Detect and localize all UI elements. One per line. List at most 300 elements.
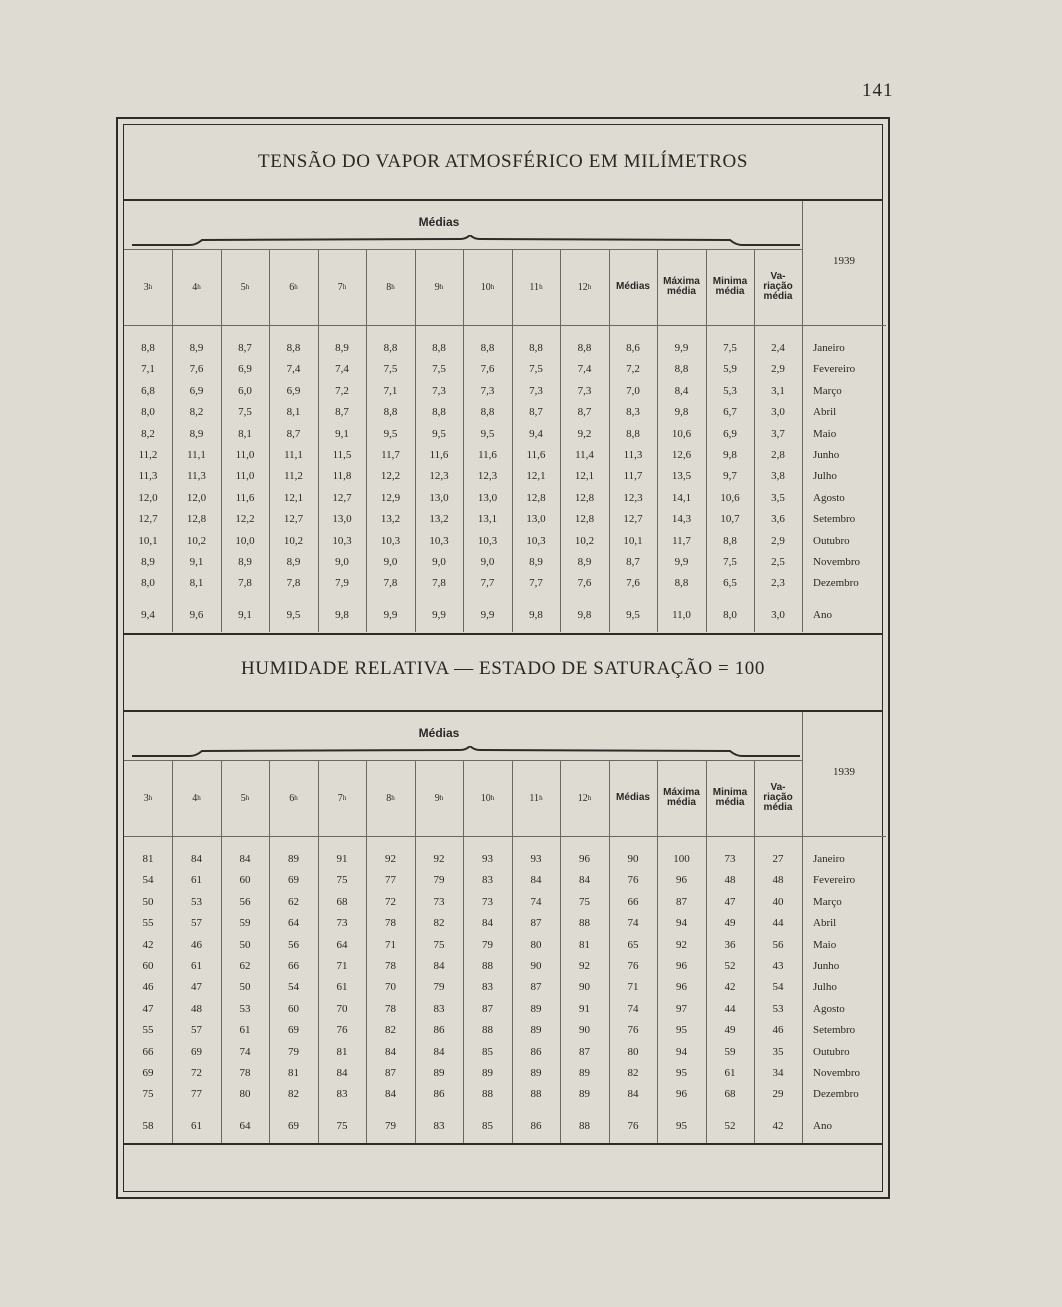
humidade-table-cell: 88 [482,1024,493,1037]
humidade-annual-row [124,1117,882,1135]
tensao-table-cell: 8,8 [286,342,301,354]
humidade-month-label: Dezembro [813,1088,859,1101]
tensao-hour-number: 10 [480,281,491,293]
tensao-table-cell: 10,6 [671,427,692,440]
humidade-maxima-header-line: Máxima [663,787,700,798]
tensao-table-cell: 2,3 [771,577,785,590]
humidade-table-cell: 81 [336,1045,348,1058]
tensao-table-cell: 12,3 [477,470,498,483]
tensao-hour-number: 6 [289,281,295,293]
tensao-table-cell: 9,4 [141,608,155,621]
humidade-table-cell: 81 [579,938,590,951]
humidade-table-cell: 69 [142,1067,154,1079]
tensao-table-cell: 8,7 [529,406,543,419]
humidade-table-cell: 89 [482,1067,493,1079]
tensao-table-cell: 8,0 [141,406,155,419]
humidade-table-cell: 75 [433,938,445,951]
tensao-table-cell: 10,3 [429,534,449,547]
tensao-table-cell: 7,6 [480,363,495,376]
humidade-table [124,712,882,1143]
humidade-table-cell: 55 [142,1024,154,1037]
humidade-table-cell: 89 [530,1024,542,1037]
humidade-table-cell: 90 [530,960,542,972]
humidade-table-cell: 90 [627,853,639,865]
tensao-hour-suffix: h [490,283,495,291]
tensao-table-cell: 3,1 [771,384,785,397]
humidade-table-cell: 87 [482,1002,493,1015]
humidade-table-cell: 65 [627,938,639,951]
tensao-table-cell: 12,2 [235,513,255,526]
tensao-table-row [124,553,882,571]
humidade-table-cell: 87 [530,917,542,930]
tensao-table-cell: 12,9 [380,491,401,504]
humidade-table-cell: 56 [772,938,784,951]
humidade-table-row [124,1000,882,1018]
tensao-table-cell: 2,8 [771,449,785,461]
humidade-medias-heading: Médias [418,726,460,740]
humidade-table-cell: 56 [288,938,299,951]
tensao-table-cell: 7,7 [480,577,495,590]
humidade-month-label: Fevereiro [813,874,856,887]
humidade-hour-suffix: h [490,794,495,802]
tensao-table-cell: 6,9 [723,427,737,440]
humidade-table-cell: 84 [627,1088,639,1101]
tensao-table-cell: 9,2 [577,427,592,440]
tensao-table-cell: 8,9 [529,556,543,568]
tensao-table-cell: 8,7 [286,427,301,440]
tensao-table-cell: 7,5 [432,363,446,376]
tensao-table-cell: 12,8 [574,513,595,526]
tensao-table-row [124,403,882,421]
humidade-table-cell: 76 [627,1119,639,1132]
humidade-table-cell: 60 [142,960,154,972]
tensao-table-cell: 9,8 [577,608,592,621]
tensao-table-cell: 12,3 [429,470,449,483]
humidade-variacao-header [754,760,802,836]
tensao-table-cell: 5,9 [723,363,737,376]
tensao-table-cell: 7,0 [626,384,640,397]
humidade-table-cell: 87 [676,895,687,908]
tensao-table-cell: 12,7 [623,513,643,526]
tensao-table-cell: 11,6 [526,449,546,461]
tensao-table-cell: 8,7 [335,406,349,419]
tensao-table-cell: 8,8 [674,577,689,590]
tensao-annual-row [124,606,882,624]
humidade-hour-suffix: h [391,794,395,802]
humidade-table-cell: 44 [724,1002,736,1015]
humidade-table-cell: 76 [627,960,639,972]
humidade-table-row [124,1043,882,1061]
tensao-table-cell: 13,0 [332,513,352,526]
tensao-hour-number: 7 [337,281,343,293]
humidade-table-cell: 76 [336,1024,348,1037]
tensao-table-cell: 13,5 [671,470,692,483]
tensao-table-cell: 10,3 [526,534,546,547]
humidade-table-cell: 53 [191,895,202,908]
humidade-hour-suffix: h [342,794,347,802]
tensao-hour-suffix: h [245,283,250,291]
tensao-hour-suffix: h [391,283,395,291]
humidade-table-cell: 50 [239,938,251,951]
humidade-table-cell: 59 [724,1045,736,1058]
humidade-hour-number: 8 [386,792,392,804]
tensao-table-cell: 8,7 [626,556,640,568]
humidade-hour-suffix: h [539,794,543,802]
tensao-table-cell: 8,8 [383,342,398,354]
humidade-table-cell: 54 [772,981,784,994]
humidade-table-cell: 89 [288,853,299,865]
humidade-hour-suffix: h [245,794,250,802]
humidade-table-cell: 69 [191,1045,202,1058]
tensao-table-cell: 14,3 [671,513,692,526]
humidade-hour-suffix: h [294,794,298,802]
tensao-table-cell: 8,1 [238,427,252,440]
tensao-table-row [124,425,882,443]
tensao-table-cell: 9,5 [626,608,640,621]
tensao-table-cell: 9,8 [529,608,543,621]
humidade-table-cell: 52 [724,960,736,972]
tensao-hour-header [318,249,366,325]
humidade-table-cell: 71 [385,938,396,951]
humidade-table-cell: 86 [530,1119,542,1132]
tensao-table-cell: 11,3 [187,470,206,483]
table-frame [116,117,890,1199]
tensao-table-cell: 8,9 [286,556,301,568]
humidade-table-cell: 96 [676,960,687,972]
humidade-hour-suffix: h [587,794,592,802]
humidade-table-cell: 82 [433,917,445,930]
tensao-hour-header [366,249,415,325]
tensao-table-cell: 7,8 [238,577,252,590]
humidade-table-cell: 43 [772,960,784,972]
humidade-table-cell: 78 [239,1067,251,1079]
humidade-table-cell: 47 [724,895,736,908]
humidade-hour-header [124,760,172,836]
humidade-month-label: Junho [813,960,840,972]
humidade-table-cell: 74 [530,895,542,908]
humidade-table-cell: 61 [336,981,348,994]
humidade-table-cell: 64 [336,938,348,951]
humidade-table-cell: 74 [239,1045,251,1058]
tensao-hour-header [560,249,609,325]
tensao-table-cell: 10,3 [477,534,498,547]
humidade-table-cell: 49 [724,917,736,930]
tensao-table-cell: 3,5 [771,491,785,504]
humidade-table-cell: 53 [239,1002,251,1015]
humidade-table-cell: 90 [579,1024,590,1037]
humidade-table-cell: 61 [191,960,202,972]
humidade-table-cell: 42 [772,1119,784,1132]
tensao-table-cell: 3,7 [771,427,785,440]
humidade-table-cell: 60 [239,874,251,887]
humidade-table-cell: 92 [676,938,687,951]
tensao-table-cell: 8,1 [189,577,204,590]
humidade-table-cell: 80 [530,938,542,951]
tensao-hour-header [124,249,172,325]
humidade-top-rule [124,633,882,635]
tensao-table-row [124,382,882,400]
humidade-table-cell: 88 [482,960,493,972]
tensao-table-cell: 7,8 [383,577,398,590]
tensao-table-cell: 12,1 [526,470,546,483]
humidade-table-cell: 74 [627,1002,639,1015]
humidade-table-cell: 53 [772,1002,784,1015]
tensao-table-cell: 10,2 [283,534,304,547]
tensao-table-cell: 10,2 [186,534,207,547]
tensao-table-cell: 11,1 [187,449,206,461]
humidade-table-cell: 100 [673,853,690,865]
humidade-variacao-header-line: riação [763,792,793,803]
humidade-table-cell: 85 [482,1045,493,1058]
humidade-table-cell: 84 [433,1045,445,1058]
tensao-table-row [124,467,882,485]
humidade-table-cell: 73 [433,895,445,908]
tensao-maxima-header [657,249,706,325]
tensao-table-cell: 8,9 [335,342,349,354]
tensao-table-cell: 11,7 [672,534,691,547]
tensao-table-cell: 7,8 [432,577,446,590]
tensao-table-cell: 13,0 [526,513,546,526]
humidade-table-cell: 48 [772,874,784,887]
humidade-table-cell: 82 [288,1088,299,1101]
tensao-table-cell: 7,5 [383,363,398,376]
tensao-table-cell: 12,8 [526,491,546,504]
humidade-table-cell: 46 [772,1024,784,1037]
tensao-table-cell: 8,8 [529,342,543,354]
tensao-table-cell: 9,4 [529,427,543,440]
humidade-table-cell: 69 [288,1024,299,1037]
tensao-hour-number: 3 [143,281,149,293]
humidade-table-cell: 96 [676,874,687,887]
tensao-table-cell: 7,2 [335,384,349,397]
tensao-table-cell: 7,6 [577,577,592,590]
tensao-table-cell: 9,5 [480,427,495,440]
tensao-month-label: Março [813,384,842,397]
humidade-table-cell: 48 [191,1002,202,1015]
tensao-table-cell: 12,6 [671,449,692,461]
humidade-table-cell: 95 [676,1067,687,1079]
humidade-month-label: Agosto [813,1002,845,1015]
tensao-table-cell: 11,5 [332,449,352,461]
humidade-hour-suffix: h [148,794,153,802]
tensao-variacao-header-line: média [763,291,793,302]
tensao-table-cell: 7,3 [529,384,543,397]
tensao-hour-header [415,249,463,325]
tensao-table-row [124,489,882,507]
tensao-month-label: Junho [813,449,840,461]
humidade-table-cell: 70 [385,981,396,994]
tensao-table-cell: 7,4 [335,363,349,376]
humidade-table-cell: 95 [676,1119,687,1132]
humidade-table-cell: 46 [191,938,202,951]
humidade-table-cell: 66 [142,1045,154,1058]
tensao-table-cell: 2,9 [771,363,785,376]
humidade-table-cell: 84 [530,874,542,887]
humidade-month-label: Outubro [813,1045,850,1058]
page-number: 141 [862,80,894,101]
tensao-month-label: Maio [813,427,837,440]
humidade-table-cell: 85 [482,1119,493,1132]
tensao-table-cell: 11,3 [623,449,643,461]
tensao-table-cell: 9,0 [335,556,349,568]
humidade-table-cell: 61 [724,1067,736,1079]
tensao-table-cell: 10,7 [720,513,740,526]
tensao-table-cell: 8,3 [626,406,640,419]
humidade-hour-number: 6 [289,792,295,804]
tensao-table-cell: 7,3 [480,384,495,397]
tensao-table-cell: 7,5 [723,342,737,354]
humidade-hour-header [318,760,366,836]
tensao-table-cell: 13,0 [477,491,498,504]
tensao-table-cell: 12,1 [574,470,595,483]
tensao-table-row [124,446,882,464]
humidade-table-cell: 93 [482,853,493,865]
tensao-table-cell: 9,1 [335,427,349,440]
humidade-table-row [124,893,882,911]
tensao-table-cell: 6,9 [238,363,252,376]
tensao-table-cell: 8,2 [141,427,155,440]
humidade-hour-header [512,760,560,836]
tensao-table-cell: 12,3 [623,491,643,504]
humidade-hour-number: 5 [240,792,246,804]
tensao-table-cell: 8,9 [189,427,204,440]
tensao-month-label: Setembro [813,513,856,526]
tensao-table-cell: 7,5 [238,406,252,419]
tensao-table-cell: 9,8 [723,449,737,461]
humidade-maxima-header [657,760,706,836]
humidade-table-cell: 96 [579,853,590,865]
humidade-table-cell: 79 [433,981,445,994]
humidade-month-label: Março [813,895,842,908]
tensao-table-cell: 2,5 [771,556,785,568]
tensao-table-cell: 8,0 [141,577,155,590]
tensao-minima-header-line: média [715,286,745,297]
tensao-table-cell: 11,1 [284,449,303,461]
tensao-table-cell: 6,7 [723,406,737,419]
tensao-table-cell: 9,8 [674,406,689,419]
tensao-table-cell: 7,8 [286,577,301,590]
humidade-table-cell: 36 [724,938,736,951]
tensao-table-cell: 14,1 [671,491,692,504]
humidade-table-row [124,1021,882,1039]
humidade-month-label: Maio [813,938,837,951]
tensao-month-label: Julho [813,470,837,483]
humidade-table-cell: 84 [239,853,251,865]
humidade-table-cell: 46 [142,981,154,994]
tensao-table-cell: 10,2 [574,534,595,547]
humidade-table-cell: 92 [579,960,590,972]
tensao-table-cell: 12,7 [332,491,352,504]
humidade-table-cell: 84 [579,874,590,887]
humidade-table-cell: 61 [239,1024,251,1037]
humidade-table-cell: 81 [142,853,154,865]
humidade-table-cell: 73 [724,853,736,865]
tensao-month-label: Ano [813,608,832,621]
tensao-table-cell: 9,5 [383,427,398,440]
humidade-table-cell: 75 [579,895,590,908]
tensao-hour-header [221,249,269,325]
humidade-table-cell: 74 [627,917,639,930]
tensao-table-cell: 12,2 [380,470,401,483]
humidade-table-row [124,936,882,954]
tensao-month-label: Agosto [813,491,845,504]
tensao-table-cell: 7,2 [626,363,640,376]
humidade-table-row [124,914,882,932]
tensao-table-cell: 8,8 [626,427,640,440]
humidade-table-cell: 78 [385,1002,396,1015]
bottom-rule [124,1143,882,1145]
tensao-table-cell: 7,3 [432,384,446,397]
tensao-table-cell: 11,6 [478,449,497,461]
humidade-table-cell: 75 [336,1119,348,1132]
humidade-table-cell: 80 [627,1045,639,1058]
humidade-table-cell: 79 [288,1045,299,1058]
humidade-table-cell: 86 [433,1024,445,1037]
humidade-hour-number: 9 [434,792,440,804]
tensao-table-cell: 8,8 [432,342,446,354]
humidade-table-cell: 55 [142,917,154,930]
tensao-table-cell: 11,8 [332,470,352,483]
humidade-table-cell: 88 [482,1088,493,1101]
tensao-table-cell: 8,8 [432,406,446,419]
tensao-variacao-header [754,249,802,325]
tensao-table-cell: 13,2 [380,513,401,526]
tensao-hour-suffix: h [539,283,543,291]
humidade-table-cell: 94 [676,1045,687,1058]
humidade-table-cell: 79 [385,1119,396,1132]
tensao-table-cell: 7,7 [529,577,543,590]
humidade-table-cell: 87 [579,1045,590,1058]
tensao-table-cell: 11,2 [284,470,303,483]
tensao-table-row [124,339,882,357]
tensao-table-cell: 9,7 [723,470,737,483]
tensao-month-label: Fevereiro [813,363,856,376]
tensao-table-cell: 11,6 [235,491,255,504]
humidade-table-cell: 44 [772,917,784,930]
humidade-hour-header [221,760,269,836]
tensao-medias-header-line: Médias [616,281,650,292]
tensao-table-cell: 8,8 [480,342,495,354]
humidade-month-label: Novembro [813,1067,861,1079]
humidade-table-cell: 89 [579,1088,590,1101]
tensao-table-cell: 3,0 [771,406,785,419]
humidade-table-cell: 84 [191,853,202,865]
humidade-table-cell: 54 [142,874,154,887]
humidade-hour-number: 4 [192,792,198,804]
humidade-table-cell: 94 [676,917,687,930]
tensao-table-cell: 9,0 [432,556,446,568]
humidade-table-cell: 34 [772,1067,784,1079]
tensao-hour-header [512,249,560,325]
tensao-table-cell: 7,4 [286,363,301,376]
tensao-table-cell: 8,8 [383,406,398,419]
humidade-table-cell: 80 [239,1088,251,1101]
humidade-table-cell: 49 [724,1024,736,1037]
humidade-table-cell: 96 [676,981,687,994]
humidade-table-cell: 29 [772,1088,784,1101]
humidade-table-cell: 68 [336,895,348,908]
humidade-table-cell: 78 [385,917,396,930]
humidade-table-cell: 89 [530,1002,542,1015]
tensao-variacao-header-line: Va- [770,271,786,282]
tensao-table-cell: 9,0 [480,556,495,568]
tensao-table-cell: 6,0 [238,384,252,397]
tensao-medias-header [609,249,657,325]
humidade-table-cell: 83 [433,1119,445,1132]
tensao-table-cell: 9,1 [189,556,204,568]
humidade-year-label: 1939 [833,766,855,778]
humidade-month-label: Setembro [813,1024,856,1037]
